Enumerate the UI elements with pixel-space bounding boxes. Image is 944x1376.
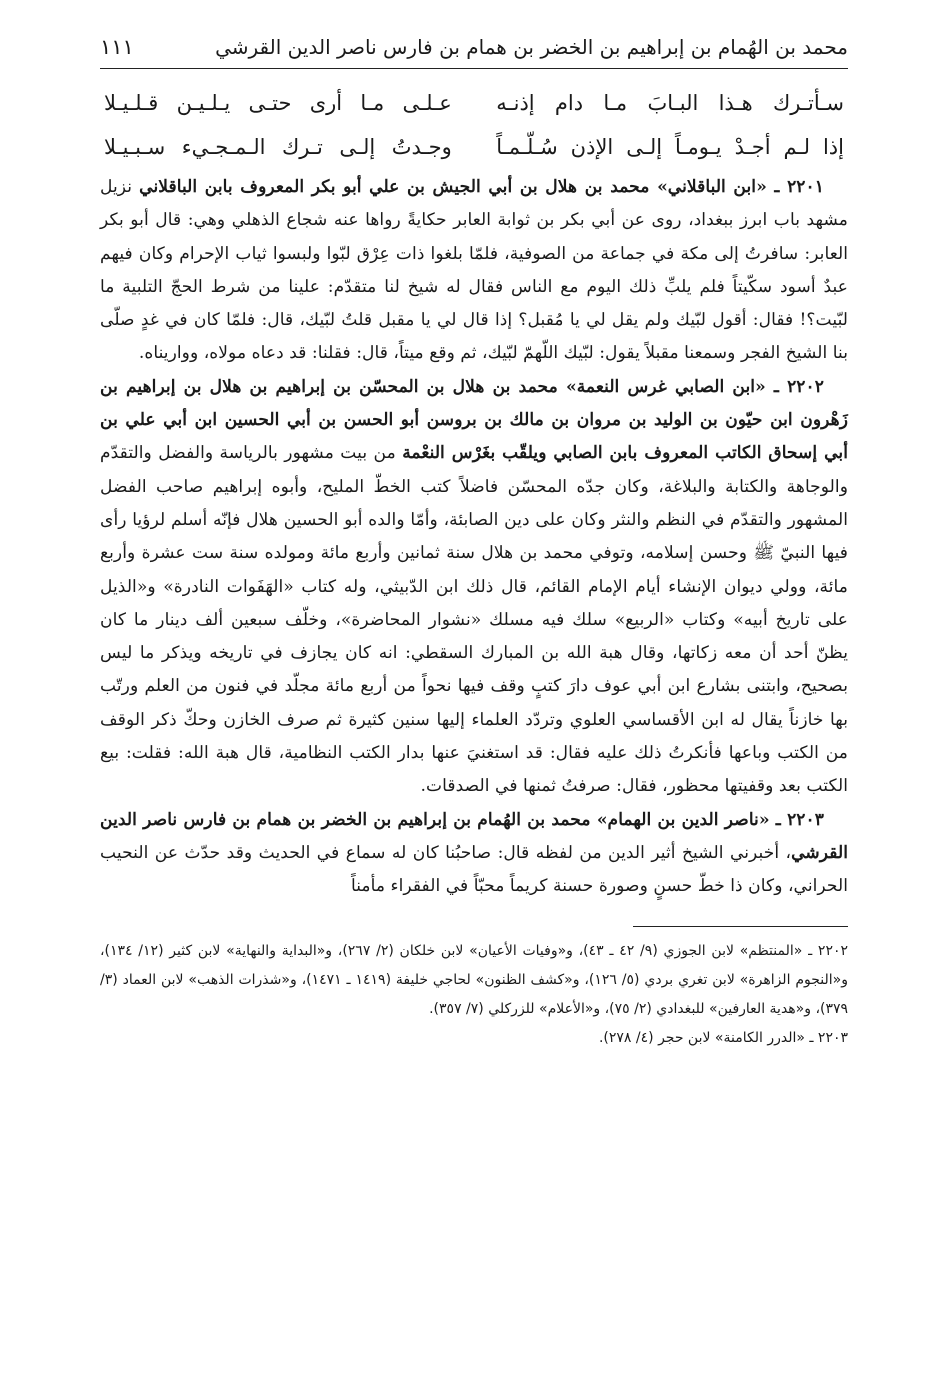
footnotes bbox=[100, 937, 848, 1053]
entry-heading: ٢٢٠١ ـ «ابن الباقلاني» محمد بن هلال بن أبي الجيش بن علي أبو بكر المعروف بابن الباقلاني bbox=[139, 177, 825, 197]
header-rule bbox=[100, 68, 848, 69]
footnote-2202: ٢٢٠٢ ـ «المنتظم» لابن الجوزي (٩/ ٤٢ ـ ٤٣)، و«وفيات الأعيان» لابن خلكان (٢/ ٢٦٧)، و«البداية والنهاية» لابن كثير (١٢/ ١٣٤)، و«النجوم الزاهرة» لابن تغري بردي (٥/ ١٢٦)، و«كشف الظنون» لحاجي خليفة (١٤١٩ ـ ١٤٧١)، و«شذرات الذهب» لابن العماد (٣/ ٣٧٩)، و«هدية العارفين» للبغدادي (٢/ ٧٥)، و«الأعلام» للزركلي (٧/ ٣٥٧). bbox=[100, 942, 848, 1017]
main-text bbox=[100, 171, 848, 904]
poem-verse bbox=[100, 81, 848, 125]
verse-first-hemistich: إذا لـم أجـدْ يـومـاً إلـى الإذن سُـلّـمـاً bbox=[496, 135, 844, 159]
verse-first-hemistich: سـأتـرك هـذا البـابَ مـا دام إذنـه bbox=[496, 91, 844, 115]
entry-2202 bbox=[100, 371, 848, 804]
verse-second-hemistich: عـلـى مـا أرى حتـى يـلـيـن قـلـيـلا bbox=[104, 91, 452, 115]
entry-body: من بيت مشهور بالرياسة والفضل والتقدّم والوجاهة والكتابة والبلاغة، وكان جدّه المحسّن فاضلاً كتب الخطّ المليح، وأبوه إبراهيم صاحب الفضل المشهور والتقدّم في النظم والنثر وكان على دين الصابئة، وأمّا والده أبو الحسين هلال فإنّه أسلم لرؤيا رأى فيها النبيّ ﷺ وحسن إسلامه، وتوفي محمد بن هلال سنة ثمانين وأربع مائة ومولده سنة ست عشرة وأربع مائة، وولي ديوان الإنشاء أيام الإمام القائم، قال ذلك ابن الدّبيثي، وله كتاب «الهَفَوات النادرة» و«الذيل على تاريخ أبيه» وكتاب «الربيع» سلك فيه مسلك «نشوار المحاضرة»، وخلّف سبعين ألف دينار ما كان يظنّ أحد أن معه زكاتها، وقال هبة الله بن المبارك السقطي: انه كان يجازف في تاريخه ويذكر ما ليس بصحيح، وابتنى بشارع ابن أبي عوف دارَ كتبٍ وقف فيها نحواً من أربع مائة مجلّد في فنون من العلم ورتّب بها خازناً يقال له ابن الأقساسي العلوي وتردّد العلماء إليها سنين كثيرة ثم صرف الخازن وحكّ ذكر الوقف من الكتب وباعها فأنكرتُ ذلك عليه فقال: قد استغنيَ عنها بدار الكتب النظامية، قال هبة الله: فقلت: بيع الكتب بعد وقفيتها محظور، فقال: صرفتُ ثمنها في الصدقات. bbox=[100, 443, 848, 797]
footnote-2203: ٢٢٠٣ ـ «الدرر الكامنة» لابن حجر (٤/ ٢٧٨). bbox=[598, 1029, 848, 1046]
running-title: محمد بن الهُمام بن إبراهيم بن الخضر بن همام بن فارس ناصر الدين القرشي bbox=[215, 35, 848, 59]
verse-second-hemistich: وجـدتُ إلـى تـرك الـمـجـيء سـبـيـلا bbox=[104, 135, 452, 159]
entry-body: ، أخبرني الشيخ أثير الدين من لفظه قال: صاحبُنا كان له سماع في الحديث وقد حدّث عن النحيب الحراني، وكان ذا خطّ حسنٍ وصورة حسنة كريماً محبّاً في الفقراء مأمناً bbox=[100, 842, 848, 897]
entry-heading: ٢٢٠٣ ـ «ناصر الدين بن الهمام» محمد بن الهُمام بن إبراهيم بن الخضر بن همام بن فارس ناصر الدين القرشي bbox=[100, 809, 848, 863]
entry-2203 bbox=[100, 804, 848, 904]
entry-body: نزيل مشهد باب ابرز ببغداد، روى عن أبي بكر بن ثوابة العابر حكايةً رواها عنه شجاع الذهلي وهي: قال أبو بكر العابر: سافرتُ إلى مكة في جماعة من الصوفية، فلمّا بلغوا ذات عِرْق لبّوا ولبسوا ثياب الإحرام وكان فيهم عبدٌ أسود سكّيتاً فلم يلبِّ ذلك اليوم مع الناس فقال له شيخ لنا متقدّم: علينا من شرط الحجّ التلبية ما لبّيت؟! فقال: أقول لبّيك ولم يقل لي يا مُقبل؟ إذا قال لي يا مقبل قلتُ لبّيك، قال: فلمّا كان في غدٍ صلّى بنا الشيخ الفجر وسمعنا مقبلاً يقول: لبّيك اللّهمّ لبّيك، ثم وقع ميتاً، قال: فقلنا: قد دعاه مولاه، وواريناه. bbox=[100, 177, 848, 364]
entry-heading: ٢٢٠٢ ـ «ابن الصابي غرس النعمة» محمد بن هلال بن المحسّن بن إبراهيم بن هلال بن إبراهيم بن زَهْرون ابن حيّون بن الوليد بن مروان بن مالك بن بروسن أبو الحسن بن أبي الحسين ابن أبي علي بن أبي إسحاق الكاتب المعروف بابن الصابي ويلقّب بغَرْس النعْمة bbox=[100, 376, 848, 464]
page-number: ١١١ bbox=[100, 35, 134, 59]
footnote-rule bbox=[633, 926, 848, 927]
running-header bbox=[100, 30, 848, 68]
poem-verse bbox=[100, 125, 848, 169]
entry-2201 bbox=[100, 171, 848, 371]
poem bbox=[100, 81, 848, 169]
